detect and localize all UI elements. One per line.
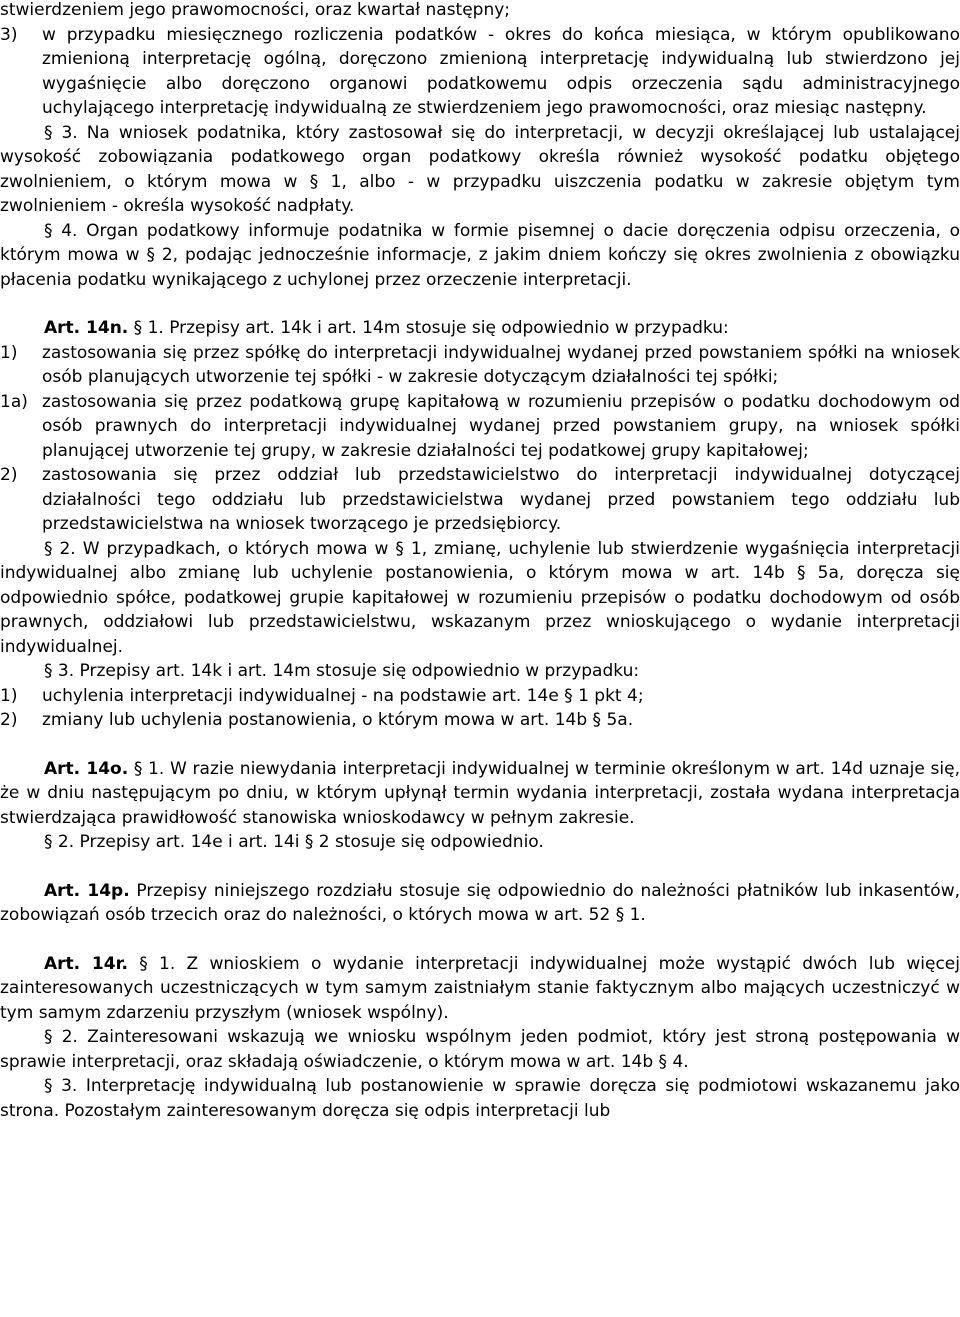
item-text: zmiany lub uchylenia postanowienia, o którym mowa w art. 14b § 5a. [42, 710, 634, 730]
item-number: 1) [0, 685, 18, 706]
paragraph: § 4. Organ podatkowy informuje podatnika w formie pisemnej o dacie doręczenia odpisu orzeczenia, o którym mowa w § 2, podając jednocześnie informacje, z jakim dniem kończy się okres zwolnienia z obowiązku płacenia podatku wynikającego z uchylonej przez orzeczenie interpretacji. [0, 220, 960, 290]
paragraph: § 3. Interpretację indywidualną lub postanowienie w sprawie doręcza się podmiotowi wskazanemu jako strona. Pozostałym zainteresowanym doręcza się odpis interpretacji lub [0, 1076, 960, 1121]
list-item [0, 23, 960, 121]
paragraph: § 2. Zainteresowani wskazują we wniosku wspólnym jeden podmiot, który jest stroną postępowania w sprawie interpretacji, oraz składają oświadczenie, o którym mowa w art. 14b § 4. [0, 1027, 960, 1072]
paragraph: § 2. Przepisy art. 14e i art. 14i § 2 stosuje się odpowiednio. [44, 832, 544, 852]
paragraph: § 3. Przepisy art. 14k i art. 14m stosuje się odpowiednio w przypadku: [44, 661, 640, 681]
list-item [0, 390, 960, 464]
article-number: Art. 14r. [44, 953, 128, 974]
article-text: § 1. Z wnioskiem o wydanie interpretacji indywidualnej może wystąpić dwóch lub więcej zainteresowanych uczestniczących w tym samym zaistniałym stanie faktycznym albo mających uczestniczyć w tym samym zdarzeniu przyszłym (wniosek wspólny). [0, 953, 960, 1023]
item-number: 1) [0, 342, 18, 363]
article-text: § 1. Przepisy art. 14k i art. 14m stosuje się odpowiednio w przypadku: [128, 318, 729, 338]
article-heading [0, 757, 960, 831]
item-text: uchylenia interpretacji indywidualnej - na podstawie art. 14e § 1 pkt 4; [42, 685, 644, 706]
article-number: Art. 14o. [44, 758, 129, 779]
item-text: zastosowania się przez podatkową grupę kapitałową w rozumieniu przepisów o podatku dochodowym od osób prawnych do interpretacji indywidualnej wydanej przed powstaniem grupy, na wniosek spółki planującej utworzenie tej grupy, w zakresie działalności tej podatkowej grupy kapitałowej; [42, 391, 960, 461]
item-number: 3) [0, 24, 18, 45]
paragraph: § 3. Na wniosek podatnika, który zastosował się do interpretacji, w decyzji określającej lub ustalającej wysokość zobowiązania podatkowego organ podatkowy określa również wysokość podatku objętego zwolnieniem, o którym mowa w § 1, albo - w przypadku uiszczenia podatku w zakresie objętym tym zwolnieniem - określa wysokość nadpłaty. [0, 122, 960, 216]
article-number: Art. 14p. [44, 880, 130, 901]
item-text: w przypadku miesięcznego rozliczenia podatków - okres do końca miesiąca, w którym opublikowano zmienioną interpretację ogólną, doręczono zmienioną interpretację indywidualną lub stwierdzono jej wygaśnięcie albo doręczono organowi podatkowemu odpis orzeczenia sądu administracyjnego uchylającego interpretację indywidualną ze stwierdzeniem jego prawomocności, oraz miesiąc następny. [42, 24, 960, 118]
list-item [0, 708, 960, 733]
list-item [0, 463, 960, 537]
item-number: 2) [0, 710, 18, 730]
item-number: 2) [0, 465, 18, 485]
article-text: § 1. W razie niewydania interpretacji indywidualnej w terminie określonym w art. 14d uznaje się, że w dniu następującym po dniu, w którym upłynął termin wydania interpretacji, została wydana interpretacja stwierdzająca prawidłowość stanowiska wnioskodawcy w pełnym zakresie. [0, 758, 960, 828]
article-heading [0, 316, 960, 341]
article-heading [0, 879, 960, 928]
item-text: zastosowania się przez oddział lub przedstawicielstwo do interpretacji indywidualnej dotyczącej działalności tego oddziału lub przedstawicielstwa wydanej przed powstaniem tego oddziału lub przedstawicielstwa na wniosek tworzącego je przedsiębiorcy. [42, 465, 960, 534]
article-number: Art. 14n. [44, 318, 129, 338]
item-text: zastosowania się przez spółkę do interpretacji indywidualnej wydanej przed powstaniem spółki na wniosek osób planujących utworzenie tej spółki - w zakresie dotyczącym działalności tej spółki; [42, 342, 960, 387]
article-text: Przepisy niniejszego rozdziału stosuje się odpowiednio do należności płatników lub inkasentów, zobowiązań osób trzecich oraz do należności, o których mowa w art. 52 § 1. [0, 880, 960, 925]
paragraph: § 2. W przypadkach, o których mowa w § 1, zmianę, uchylenie lub stwierdzenie wygaśnięcia interpretacji indywidualnej albo zmianę lub uchylenie postanowienia, o którym mowa w art. 14b § 5a, doręcza się odpowiednio spółce, podatkowej grupie kapitałowej w rozumieniu przepisów o podatku dochodowym od osób prawnych, oddziałowi lub przedstawicielstwu, wskazanym przez wnioskującego o wydanie interpretacji indywidualnej. [0, 538, 960, 657]
item-number: 1a) [0, 391, 28, 412]
list-item [0, 684, 960, 709]
article-heading [0, 952, 960, 1026]
paragraph: stwierdzeniem jego prawomocności, oraz kwartał następny; [0, 0, 511, 20]
list-item [0, 341, 960, 390]
